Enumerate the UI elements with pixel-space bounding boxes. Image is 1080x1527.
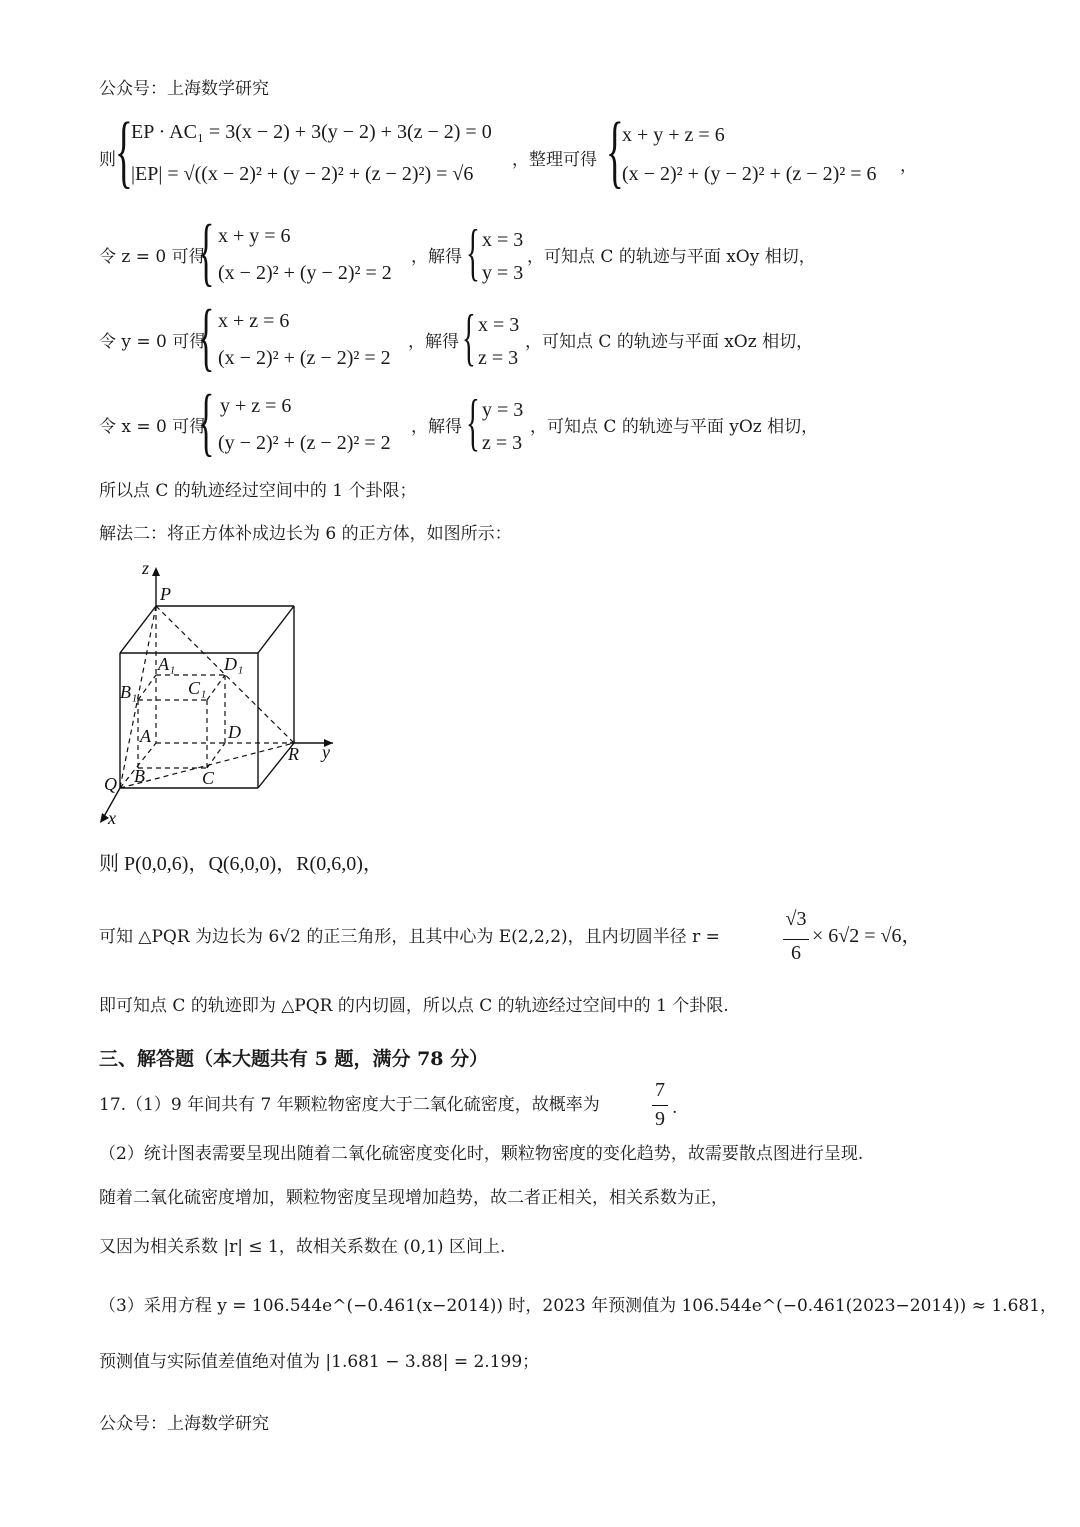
case3-sol1: y = 3 (482, 399, 524, 421)
label-A: A (140, 726, 151, 746)
case2-tail: ，可知点 C 的轨迹与平面 xOz 相切， (525, 332, 814, 352)
coords-line: 则 P(0,0,6)，Q(6,0,0)，R(0,6,0)， (99, 853, 383, 875)
case3-sol2: z = 3 (482, 432, 523, 454)
label-B1: B₁ (120, 682, 138, 702)
q17-part3: （3）采用方程 y = 106.544e^(−0.461(x−2014)) 时，2023 年预测值为 106.544e^(−0.461(2023−2014)) ≈ 1.681， (99, 1296, 1058, 1316)
label-z: z (142, 558, 150, 578)
case3-cond: 令 x = 0 可得 (99, 417, 207, 437)
block1-res1: x + y + z = 6 (622, 124, 725, 146)
cube-figure (90, 558, 350, 833)
case1-sol1: x = 3 (482, 229, 524, 251)
case2-sys1: x + z = 6 (218, 310, 290, 332)
method2: 解法二：将正方体补成边长为 6 的正方体，如图所示： (99, 524, 512, 544)
case3-sys1: y + z = 6 (220, 395, 292, 417)
case3-brace: { (198, 380, 215, 464)
radius-fraction (783, 908, 809, 968)
label-D1: D₁ (224, 654, 244, 674)
block1-end: ， (900, 156, 917, 176)
case1-solve: ，解得 (411, 247, 462, 267)
label-Q: Q (104, 774, 117, 794)
section-heading: 三、解答题（本大题共有 5 题，满分 78 分） (99, 1048, 489, 1070)
triangle-line-b: × 6√2 = √6， (812, 925, 922, 947)
conclusion1: 所以点 C 的轨迹经过空间中的 1 个卦限； (99, 481, 417, 501)
q17-part2: （2）统计图表需要呈现出随着二氧化硫密度变化时，颗粒物密度的变化趋势，故需要散点图进行呈现. (99, 1144, 864, 1164)
label-R: R (288, 744, 299, 764)
conclusion2: 即可知点 C 的轨迹即为 △PQR 的内切圆，所以点 C 的轨迹经过空间中的 1 个卦限. (99, 996, 729, 1016)
block1-res2: (x − 2)² + (y − 2)² + (z − 2)² = 6 (622, 163, 877, 185)
case1-sol2: y = 3 (482, 262, 524, 284)
probability-fraction-den: 9 (655, 1108, 665, 1130)
block1-eq2: |EP| = √((x − 2)² + (y − 2)² + (z − 2)²) = √6 (131, 163, 474, 185)
case1-tail: ，可知点 C 的轨迹与平面 xOy 相切， (527, 247, 816, 267)
q17-part2-b: 随着二氧化硫密度增加，颗粒物密度呈现增加趋势，故二者正相关，相关系数为正， (99, 1188, 728, 1208)
radius-fraction-bar (783, 939, 809, 940)
q17-part1-a: 17.（1）9 年间共有 7 年颗粒物密度大于二氧化硫密度，故概率为 (99, 1095, 600, 1115)
label-x: x (108, 808, 116, 828)
q17-part2-c: 又因为相关系数 |r| ≤ 1，故相关系数在 (0,1) 区间上. (99, 1237, 506, 1257)
case2-sys2: (x − 2)² + (z − 2)² = 2 (218, 347, 391, 369)
case3-solve: ，解得 (411, 417, 462, 437)
case2-solve: ，解得 (408, 332, 459, 352)
case2-cond: 令 y = 0 可得 (99, 332, 207, 352)
triangle-line-a: 可知 △PQR 为边长为 6√2 的正三角形，且其中心为 E(2,2,2)，且内切圆半径 r = (99, 927, 720, 947)
case1-cond: 令 z = 0 可得 (99, 247, 206, 267)
block1-eq1: EP · AC₁ = 3(x − 2) + 3(y − 2) + 3(z − 2) = 0 (131, 121, 492, 143)
radius-fraction-num: √3 (785, 908, 807, 930)
label-B: B (134, 766, 145, 786)
case1-sys1: x + y = 6 (218, 225, 291, 247)
probability-fraction (652, 1079, 668, 1131)
label-P: P (160, 584, 171, 604)
q17-part1-b: . (672, 1098, 678, 1118)
case1-brace: { (198, 210, 215, 294)
case3-sol-brace: { (466, 386, 480, 457)
header-text: 公众号：上海数学研究 (99, 79, 269, 99)
block1-left-brace: { (115, 105, 133, 196)
block1-mid: ，整理可得 (512, 150, 597, 170)
case3-sys2: (y − 2)² + (z − 2)² = 2 (218, 432, 391, 454)
q17-part3-b: 预测值与实际值差值绝对值为 |1.681 − 3.88| = 2.199； (99, 1352, 540, 1372)
case3-tail: ，可知点 C 的轨迹与平面 yOz 相切， (530, 417, 819, 437)
case2-sol1: x = 3 (478, 314, 520, 336)
label-C1: C₁ (188, 678, 207, 698)
case1-sol-brace: { (466, 216, 480, 287)
radius-fraction-den: 6 (791, 942, 801, 964)
block1-prefix: 则 (99, 150, 116, 170)
case2-sol-brace: { (462, 301, 476, 372)
case1-sys2: (x − 2)² + (y − 2)² = 2 (218, 262, 392, 284)
case2-brace: { (198, 295, 215, 379)
label-C: C (202, 768, 215, 788)
label-A1: A₁ (158, 654, 176, 674)
probability-fraction-num: 7 (655, 1079, 665, 1101)
probability-fraction-bar (652, 1105, 668, 1106)
label-y: y (322, 742, 330, 762)
case2-sol2: z = 3 (478, 347, 519, 369)
label-D: D (228, 722, 241, 742)
footer-text: 公众号：上海数学研究 (99, 1414, 269, 1434)
block1-right-brace: { (606, 105, 624, 196)
